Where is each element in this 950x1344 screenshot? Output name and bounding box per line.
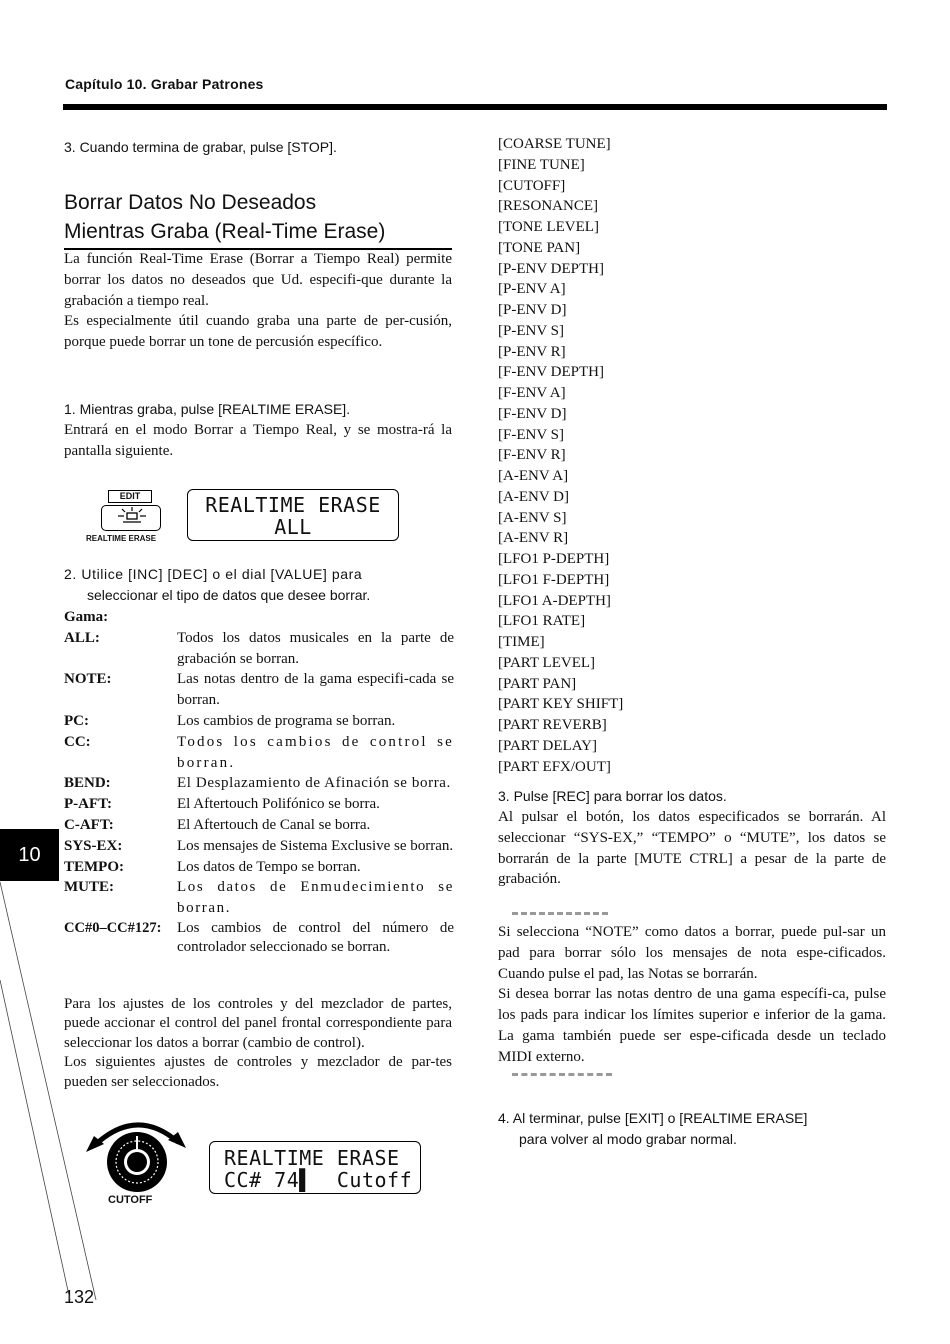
page-number: 132 bbox=[64, 1287, 95, 1307]
range-item bbox=[64, 628, 454, 670]
step-3-rec-text: Al pulsar el botón, los datos especificados se borrarán. Al seleccionar “SYS-EX,” “TEMPO” o “MUTE”, los datos se borrarán de la parte [MUTE CTRL] a pesar de la parte de grabación. bbox=[498, 809, 886, 888]
range-term: NOTE: bbox=[64, 671, 112, 688]
parameter-item: [LFO1 F-DEPTH] bbox=[498, 571, 610, 588]
parameter-item: [P-ENV DEPTH] bbox=[498, 260, 604, 277]
parameter-item: [P-ENV R] bbox=[498, 343, 566, 360]
step-1-text: Entrará en el modo Borrar a Tiempo Real, y se mostra-rá la pantalla siguiente. bbox=[64, 422, 452, 459]
controls-paragraph: Para los ajustes de los controles y del mezclador de partes, puede accionar el control del panel frontal correspondiente para seleccionar los datos a borrar (cambio de control). bbox=[64, 996, 452, 1051]
note-paragraph: Si selecciona “NOTE” como datos a borrar, puede pul-sar un pad para borrar sólo los mensajes de nota espe-cificados. Cuando pulse el pad, las Notas se borrarán. bbox=[498, 924, 886, 982]
range-item bbox=[64, 711, 454, 732]
parameter-item: [P-ENV S] bbox=[498, 322, 564, 339]
range-term: ALL: bbox=[64, 629, 100, 646]
range-term: CC: bbox=[64, 733, 91, 750]
note-paragraph: Si desea borrar las notas dentro de una gama específi-ca, pulse los pads para indicar los límites superior e inferior de la gama. La gama también puede ser espe-cificada desde un teclado MIDI externo. bbox=[498, 986, 886, 1065]
range-label: Gama: bbox=[64, 609, 109, 625]
parameter-item: [LFO1 RATE] bbox=[498, 613, 586, 630]
range-item bbox=[64, 877, 454, 919]
intro-paragraph: Es especialmente útil cuando graba una parte de per-cusión, porque puede borrar un tone de percusión específico. bbox=[64, 313, 452, 351]
note-divider-bottom bbox=[512, 1073, 612, 1076]
section-heading-line1: Borrar Datos No Deseados bbox=[64, 191, 317, 214]
range-item bbox=[64, 919, 454, 957]
range-desc: El Aftertouch Polifónico se borra. bbox=[177, 796, 380, 813]
range-desc: Los cambios de control del número de controlador seleccionado se borran. bbox=[177, 919, 454, 955]
range-item bbox=[64, 773, 454, 794]
parameter-item: [P-ENV D] bbox=[498, 302, 567, 318]
chapter-tab: 10 bbox=[0, 829, 59, 881]
note-divider-top bbox=[512, 912, 608, 915]
parameter-item: [PART LEVEL] bbox=[498, 654, 596, 671]
parameter-item: [A-ENV D] bbox=[498, 488, 569, 505]
chapter-header: Capítulo 10. Grabar Patrones bbox=[65, 76, 264, 92]
range-item bbox=[64, 857, 454, 878]
parameter-item: [PART EFX/OUT] bbox=[498, 758, 611, 775]
section-heading-line2: Mientras Graba (Real-Time Erase) bbox=[64, 220, 386, 243]
parameter-item: [A-ENV R] bbox=[498, 530, 569, 547]
figure-realtime-erase bbox=[86, 488, 406, 548]
figure-cutoff-knob bbox=[84, 1112, 430, 1212]
parameter-item: [PART DELAY] bbox=[498, 737, 597, 754]
realtime-erase-button[interactable] bbox=[101, 505, 161, 531]
parameter-item: [F-ENV DEPTH] bbox=[498, 364, 604, 381]
parameter-item: [COARSE TUNE] bbox=[498, 136, 611, 152]
range-term: CC#0–CC#127: bbox=[64, 919, 162, 936]
parameter-item: [A-ENV A] bbox=[498, 468, 569, 484]
step-3-rec-title: 3. Pulse [REC] para borrar los datos. bbox=[498, 788, 727, 804]
lcd-line-1: REALTIME ERASE bbox=[224, 1146, 400, 1170]
range-desc: Todos los datos musicales en la parte de grabación se borran. bbox=[177, 629, 454, 667]
parameter-item: [TONE PAN] bbox=[498, 239, 581, 256]
lcd-line-2: CC# 74▌ Cutoff bbox=[224, 1168, 413, 1192]
range-item bbox=[64, 732, 454, 774]
lcd-display bbox=[187, 489, 399, 541]
range-desc: Los datos de Tempo se borran. bbox=[177, 858, 361, 875]
controls-explanation bbox=[64, 995, 452, 1092]
range-desc: Todos los cambios de control se borran. bbox=[177, 733, 454, 771]
parameter-item: [LFO1 A-DEPTH] bbox=[498, 592, 611, 609]
realtime-erase-button-label: REALTIME ERASE bbox=[86, 534, 157, 543]
step-4-title-line2: para volver al modo grabar normal. bbox=[519, 1131, 737, 1147]
parameter-list bbox=[498, 134, 623, 777]
range-item bbox=[64, 669, 454, 711]
edit-label: EDIT bbox=[108, 490, 152, 503]
parameter-item: [F-ENV S] bbox=[498, 426, 564, 443]
button-indicator-icon bbox=[116, 507, 148, 527]
parameter-item: [F-ENV R] bbox=[498, 447, 566, 464]
range-list bbox=[64, 607, 454, 957]
parameter-item: [PART PAN] bbox=[498, 675, 577, 692]
range-term: MUTE: bbox=[64, 879, 114, 896]
range-desc: Los mensajes de Sistema Exclusive se borran. bbox=[177, 837, 454, 854]
parameter-item: [PART REVERB] bbox=[498, 717, 607, 733]
parameter-item: [TONE LEVEL] bbox=[498, 219, 599, 235]
intro-paragraph: La función Real-Time Erase (Borrar a Tiempo Real) permite borrar los datos no deseados que Ud. especifi-que durante la grabación a tiempo real. bbox=[64, 251, 452, 309]
parameter-item: [CUTOFF] bbox=[498, 177, 566, 194]
parameter-item: [F-ENV A] bbox=[498, 385, 566, 401]
parameter-item: [P-ENV A] bbox=[498, 281, 566, 298]
step-2-title-line2: seleccionar el tipo de datos que desee borrar. bbox=[87, 587, 371, 603]
parameter-item: [A-ENV S] bbox=[498, 509, 567, 526]
controls-paragraph: Los siguientes ajustes de controles y mezclador de par-tes pueden ser seleccionados. bbox=[64, 1054, 452, 1090]
range-item bbox=[64, 794, 454, 815]
range-term: TEMPO: bbox=[64, 858, 124, 875]
range-desc: El Aftertouch de Canal se borra. bbox=[177, 816, 371, 833]
range-term: SYS-EX: bbox=[64, 837, 123, 854]
parameter-item: [FINE TUNE] bbox=[498, 156, 585, 173]
range-term: C-AFT: bbox=[64, 816, 114, 833]
step-3-stop: 3. Cuando termina de grabar, pulse [STOP]. bbox=[64, 139, 337, 155]
step-4-title-line1: 4. Al terminar, pulse [EXIT] o [REALTIME ERASE] bbox=[498, 1110, 808, 1126]
section-intro bbox=[64, 249, 452, 353]
margin-decoration bbox=[0, 880, 100, 1310]
step-2-title-line1: 2. Utilice [INC] [DEC] o el dial [VALUE] para bbox=[64, 566, 363, 582]
range-item bbox=[64, 836, 454, 857]
note-box bbox=[498, 922, 886, 1068]
range-item bbox=[64, 815, 454, 836]
cutoff-label: CUTOFF bbox=[108, 1194, 153, 1206]
range-desc: Los cambios de programa se borran. bbox=[177, 712, 396, 729]
parameter-item: [LFO1 P-DEPTH] bbox=[498, 551, 610, 567]
range-desc: El Desplazamiento de Afinación se borra. bbox=[177, 775, 451, 792]
parameter-item: [TIME] bbox=[498, 634, 545, 650]
parameter-item: [PART KEY SHIFT] bbox=[498, 696, 624, 713]
range-term: P-AFT: bbox=[64, 796, 113, 813]
step-1-title: 1. Mientras graba, pulse [REALTIME ERASE]. bbox=[64, 401, 351, 417]
range-desc: Las notas dentro de la gama especifi-cada se borran. bbox=[177, 671, 454, 709]
parameter-item: [F-ENV D] bbox=[498, 405, 567, 422]
range-term: BEND: bbox=[64, 775, 111, 792]
parameter-item: [RESONANCE] bbox=[498, 198, 598, 215]
range-desc: Los datos de Enmudecimiento se borran. bbox=[177, 879, 454, 917]
lcd-line-1: REALTIME ERASE bbox=[205, 493, 381, 517]
lcd-display bbox=[209, 1141, 421, 1194]
header-rule bbox=[63, 104, 887, 110]
section-heading bbox=[64, 188, 452, 250]
range-term: PC: bbox=[64, 712, 89, 729]
lcd-line-2: ALL bbox=[274, 515, 312, 539]
